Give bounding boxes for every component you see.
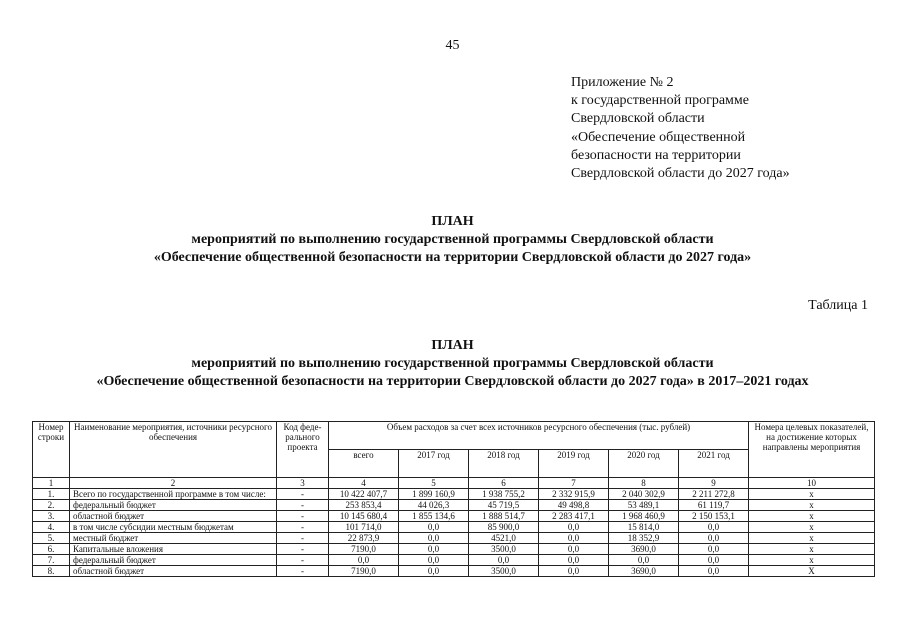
cell-2019: 2 332 915,9	[539, 489, 609, 500]
cell-2020: 1 968 460,9	[609, 511, 679, 522]
header-name: Наименование мероприятия, источники ресурсного обеспечения	[70, 422, 277, 478]
cell-2017: 0,0	[399, 544, 469, 555]
table-row	[33, 511, 875, 522]
cell-2019: 2 283 417,1	[539, 511, 609, 522]
row-targets: X	[749, 566, 875, 577]
cell-2020: 15 814,0	[609, 522, 679, 533]
row-name: Всего по государственной программе в том числе:	[70, 489, 277, 500]
column-number: 9	[679, 478, 749, 489]
table-heading-line: «Обеспечение общественной безопасности на территории Свердловской области до 2027 года» в 2017–2021 годах	[96, 374, 809, 389]
cell-2018: 85 900,0	[469, 522, 539, 533]
table-label: Таблица 1	[808, 298, 868, 313]
cell-2020: 53 489,1	[609, 500, 679, 511]
cell-2021: 0,0	[679, 533, 749, 544]
cell-2019: 0,0	[539, 544, 609, 555]
column-number: 2	[70, 478, 277, 489]
cell-2021: 0,0	[679, 522, 749, 533]
row-number: 6.	[33, 544, 70, 555]
appendix-line: безопасности на территории	[571, 147, 741, 163]
row-number: 3.	[33, 511, 70, 522]
row-targets: x	[749, 511, 875, 522]
cell-2018: 3500,0	[469, 566, 539, 577]
row-name: федеральный бюджет	[70, 555, 277, 566]
cell-2019: 49 498,8	[539, 500, 609, 511]
column-number: 8	[609, 478, 679, 489]
cell-total: 7190,0	[329, 566, 399, 577]
header-year-total: всего	[329, 450, 399, 478]
cell-2020: 3690,0	[609, 566, 679, 577]
column-number: 4	[329, 478, 399, 489]
row-code: -	[277, 500, 329, 511]
cell-2021: 2 150 153,1	[679, 511, 749, 522]
cell-2017: 44 026,3	[399, 500, 469, 511]
row-name: местный бюджет	[70, 533, 277, 544]
cell-total: 10 145 680,4	[329, 511, 399, 522]
table-row	[33, 555, 875, 566]
table-heading-line: мероприятий по выполнению государственной программы Свердловской области	[191, 356, 714, 371]
row-code: -	[277, 566, 329, 577]
cell-2018: 0,0	[469, 555, 539, 566]
cell-2017: 0,0	[399, 566, 469, 577]
cell-2019: 0,0	[539, 566, 609, 577]
appendix-line: Свердловской области	[571, 111, 705, 127]
table-row	[33, 544, 875, 555]
row-code: -	[277, 489, 329, 500]
row-name: в том числе субсидии местным бюджетам	[70, 522, 277, 533]
row-code: -	[277, 533, 329, 544]
cell-2018: 1 888 514,7	[469, 511, 539, 522]
row-number: 4.	[33, 522, 70, 533]
cell-2021: 0,0	[679, 566, 749, 577]
header-targets: Номера целевых показателей, на достижение которых направлены мероприятия	[749, 422, 875, 478]
cell-total: 253 853,4	[329, 500, 399, 511]
table-row	[33, 533, 875, 544]
row-number: 5.	[33, 533, 70, 544]
row-name: областной бюджет	[70, 566, 277, 577]
column-number: 10	[749, 478, 875, 489]
cell-2017: 0,0	[399, 522, 469, 533]
cell-total: 0,0	[329, 555, 399, 566]
table-row	[33, 489, 875, 500]
plan-heading-line: мероприятий по выполнению государственной программы Свердловской области	[191, 232, 714, 247]
appendix-line: Свердловской области до 2027 года»	[571, 166, 790, 182]
cell-2019: 0,0	[539, 533, 609, 544]
plan-table	[32, 421, 875, 577]
header-row-number: Номер строки	[33, 422, 70, 478]
cell-2020: 3690,0	[609, 544, 679, 555]
table-row	[33, 522, 875, 533]
row-name: Капитальные вложения	[70, 544, 277, 555]
cell-2019: 0,0	[539, 555, 609, 566]
header-code: Код феде-рального проекта	[277, 422, 329, 478]
table-row	[33, 566, 875, 577]
cell-2019: 0,0	[539, 522, 609, 533]
header-year-2018: 2018 год	[469, 450, 539, 478]
cell-2018: 45 719,5	[469, 500, 539, 511]
cell-2021: 61 119,7	[679, 500, 749, 511]
cell-2018: 4521,0	[469, 533, 539, 544]
row-targets: x	[749, 544, 875, 555]
column-number: 6	[469, 478, 539, 489]
row-number: 2.	[33, 500, 70, 511]
row-code: -	[277, 511, 329, 522]
cell-total: 101 714,0	[329, 522, 399, 533]
appendix-note	[571, 74, 790, 183]
header-year-2019: 2019 год	[539, 450, 609, 478]
cell-2021: 0,0	[679, 555, 749, 566]
row-number: 1.	[33, 489, 70, 500]
cell-2017: 1 855 134,6	[399, 511, 469, 522]
cell-total: 7190,0	[329, 544, 399, 555]
table-heading-title: ПЛАН	[431, 338, 474, 353]
cell-total: 10 422 407,7	[329, 489, 399, 500]
row-name: федеральный бюджет	[70, 500, 277, 511]
row-targets: x	[749, 500, 875, 511]
appendix-line: Приложение № 2	[571, 75, 674, 90]
column-number-row	[33, 478, 875, 489]
row-targets: x	[749, 522, 875, 533]
appendix-line: к государственной программе	[571, 93, 749, 109]
cell-2017: 0,0	[399, 533, 469, 544]
column-number: 5	[399, 478, 469, 489]
page-number: 45	[445, 38, 460, 53]
header-volume: Объем расходов за счет всех источников ресурсного обеспечения (тыс. рублей)	[329, 422, 749, 450]
column-number: 7	[539, 478, 609, 489]
column-number: 1	[33, 478, 70, 489]
header-year-2017: 2017 год	[399, 450, 469, 478]
table-row	[33, 500, 875, 511]
cell-2021: 2 211 272,8	[679, 489, 749, 500]
row-code: -	[277, 555, 329, 566]
cell-2017: 0,0	[399, 555, 469, 566]
row-targets: x	[749, 555, 875, 566]
cell-2021: 0,0	[679, 544, 749, 555]
plan-heading-line: «Обеспечение общественной безопасности на территории Свердловской области до 2027 года»	[153, 250, 752, 265]
header-year-2021: 2021 год	[679, 450, 749, 478]
row-targets: x	[749, 489, 875, 500]
column-number: 3	[277, 478, 329, 489]
cell-2018: 3500,0	[469, 544, 539, 555]
cell-2020: 2 040 302,9	[609, 489, 679, 500]
header-year-2020: 2020 год	[609, 450, 679, 478]
cell-2020: 0,0	[609, 555, 679, 566]
plan-heading	[0, 213, 905, 267]
cell-2017: 1 899 160,9	[399, 489, 469, 500]
appendix-line: «Обеспечение общественной	[571, 129, 746, 145]
row-code: -	[277, 522, 329, 533]
plan-heading-title: ПЛАН	[431, 214, 474, 229]
row-name: областной бюджет	[70, 511, 277, 522]
row-code: -	[277, 544, 329, 555]
row-targets: x	[749, 533, 875, 544]
cell-2020: 18 352,9	[609, 533, 679, 544]
table-heading	[0, 337, 905, 391]
cell-2018: 1 938 755,2	[469, 489, 539, 500]
cell-total: 22 873,9	[329, 533, 399, 544]
row-number: 7.	[33, 555, 70, 566]
row-number: 8.	[33, 566, 70, 577]
